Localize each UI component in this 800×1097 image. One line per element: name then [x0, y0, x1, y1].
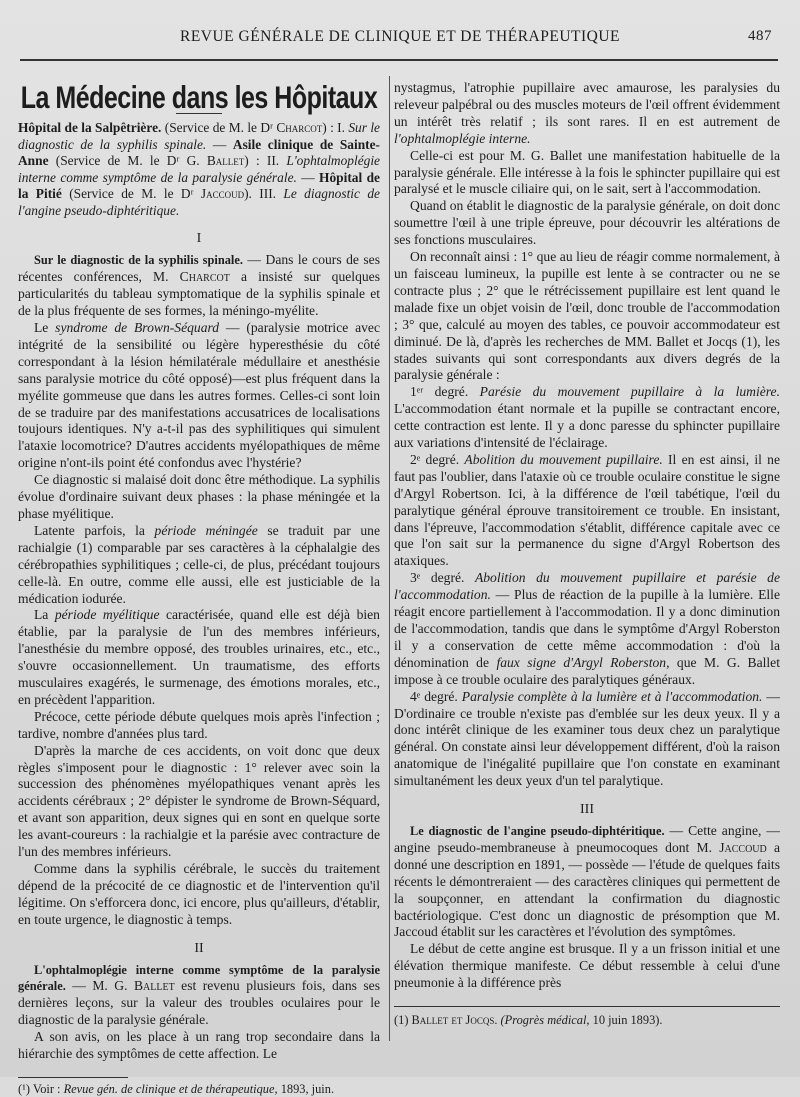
toc-hospital-3: Hôpital de la Pitié [18, 169, 380, 202]
section-numeral-2: II [194, 940, 204, 956]
paragraph [18, 523, 380, 608]
section-heading-1: Sur le diagnostic de la syphilis spinale. [34, 253, 243, 268]
paragraph [394, 689, 780, 790]
paragraph-text: caractérisée, quand elle est déjà bien établie, par la paralysie de l'un des membres inférieurs, l'anesthésie du membre opposé, des troubles urinaires, etc., etc., s'ouvre occasionnellement. Un traumatisme, des efforts musculaires exagérés, le surmenage, des émotions morales, etc., en précèdent l'apparition. [18, 607, 380, 707]
footnote-text: (¹) Voir : [18, 1081, 64, 1096]
emphasis: Paralysie complète à la lumière et à l'accommodation. [461, 688, 763, 704]
degree-label: 3ᵉ degré. [410, 570, 475, 586]
paragraph: Quand on établit le diagnostic de la paralysie générale, on doit donc soumettre l'œil à une triple épreuve, pour découvrir les altérations de ses fonctions musculaires. [394, 198, 780, 248]
paragraph: Celle-ci est pour M. G. Ballet une manifestation habituelle de la paralysie générale. Elle intéresse à la fois le sphincter pupillaire qui est paralysé et le muscle ciliaire qui, on le sait, sert à l'accommodation. [394, 147, 780, 197]
paragraph-text: Le [34, 320, 56, 335]
emphasis: Abolition du mouvement pupillaire. [464, 451, 663, 467]
emphasis: Abolition du mouvement pupillaire et parésie de l'accommodation. [394, 570, 780, 603]
section-numeral-1: I [196, 231, 202, 247]
toc-text-4: (Service de M. le Dʳ G. [48, 153, 207, 169]
paragraph-text: est revenu plusieurs fois, dans ses dernières leçons, sur la valeur des troubles oculaires pour le diagnostic de la paralysie générale. [18, 978, 380, 1028]
paragraph-text: a donné une description en 1891, — possède — l'étude de quelques faits récents le démontreraient — des caractères cliniques qui permettent de la soupçonner, en attendant la confirmation du diagnostic bactériologique. C'est donc un diagnostic de présomption que M. Jaccoud établit sur les caractères et l'évolution des symptômes. [394, 839, 780, 940]
paragraph: D'après la marche de ces accidents, on voit donc que deux règles s'imposent pour le diagnostic : 1° relever avec soin la succession des phénomènes myélopathiques venant après les accidents cérébraux ; 2° dépister le syndrome de Brown-Séquard, et avant son apparition, deux signes qui en sont en quelque sorte les avant-coureurs : la rachialgie et la parésie avec contracture de l'un des membres inférieurs. [18, 742, 380, 860]
author-name: Jaccoud [719, 839, 767, 855]
paragraph [18, 252, 380, 320]
author-name: Charcot [179, 269, 230, 285]
left-column [18, 80, 380, 1097]
paragraph: On reconnaît ainsi : 1° que au lieu de réagir comme normalement, à un faisceau lumineux, la pupille est lente à se contracter ou ne se contracte plus ; 2° que le rétrécissement pupillaire est lent quand le malade fixe un objet voisin de l'œil, donc trouble de l'accommodation ; 3° que, calculé au moyen des tables, ce pouvoir accommodateur est diminué. De là, d'après les recherches de MM. Ballet et Jocqs (1), les stades suivants qui sont correspondants aux divers degrés de la paralysie générale : [394, 249, 780, 383]
degree-label: 4ᵉ degré. [410, 688, 462, 704]
paragraph [394, 80, 780, 148]
footnote-source: (Progrès médical, [497, 1013, 590, 1028]
paragraph-text: Latente parfois, la [34, 522, 155, 538]
right-column [394, 80, 780, 1028]
section-numeral-3: III [580, 802, 594, 818]
toc-text-3: — [206, 136, 233, 152]
footnote-source: Revue gén. de clinique et de thérapeutique, [63, 1081, 278, 1096]
paragraph: Le début de cette angine est brusque. Il y a un frisson initial et une élévation thermique manifeste. Ce début ressemble à celui d'une pneumonie à la différence près [394, 941, 780, 991]
header-rule [20, 59, 778, 61]
paragraph-text: nystagmus, l'atrophie pupillaire avec amaurose, les paralysies du releveur palpébral ou des muscles moteurs de l'œil offrent évidemment un intérêt très relatif ; ils sont rares. Il en est autrement de [394, 80, 780, 129]
paragraph-text: La [34, 607, 55, 623]
paragraph [394, 384, 780, 452]
paragraph-text: — (paralysie motrice avec intégrité de la sensibilité ou légère hyperesthésie du côté correspondant à la lésion hémilatérale médullaire et anesthésie sans paralysie motrice du côté opposé)—est plus fréquent dans la myélite gommeuse que dans les autres formes. Celles-ci sont loin de se traduire par des manifestations accusatrices de localisations toujours identiques. N'y a-t-il pas des syphilitiques qui simulent l'ataxie locomotrice? D'autres accidents myélopathiques de même origine n'ont-ils point été confondus avec l'hystérie? [18, 320, 380, 471]
paragraph: Précoce, cette période débute quelques mois après l'infection ; tardive, nombre d'années plus tard. [18, 708, 380, 741]
footnote-authors: Ballet et Jocqs. [411, 1013, 498, 1028]
toc-topic-3: Le diagnostic de l'angine pseudo-diphtéritique. [18, 186, 380, 218]
toc-name-2: Ballet [206, 153, 245, 169]
toc-text-1: (Service de M. le Dʳ [161, 119, 277, 135]
toc-text-8: ). III. [244, 186, 284, 202]
emphasis: Parésie du mouvement pupillaire à la lumière. [479, 384, 780, 400]
paragraph [18, 320, 380, 472]
toc-topic-1: Sur le diagnostic de la syphilis spinale. [18, 119, 380, 152]
paragraph-text: — Dans le cours de ses récentes conférences, M. [18, 252, 381, 285]
paragraph: Ce diagnostic si malaisé doit donc être méthodique. La syphilis évolue d'ordinaire suivant deux phases : la phase méningée et la phase myélitique. [18, 472, 380, 521]
author-name: Ballet [133, 978, 175, 994]
paragraph-text: Il en est ainsi, il ne faut pas l'oublier, dans l'ataxie où ce trouble oculaire constitue le signe d'Argyl Robertson. Ici, à la différence de l'œil tabétique, l'œil du paralytique général éprouve transitoirement ce trouble. En insistant, dans l'épreuve, l'accommodation s'établit, différence capitale avec ce que l'on sait sur la permanence du signe d'Argyl Robertson des ataxiques. [394, 451, 780, 569]
toc-text-2: ) : I. [322, 119, 349, 135]
footnote-rule [18, 1077, 128, 1078]
paragraph [394, 570, 780, 688]
paragraph [394, 452, 780, 570]
section-heading-2: L'ophtalmoplégie interne comme symptôme de la paralysie générale. [18, 962, 380, 994]
paragraph-text: — Cette angine, — angine pseudo-membraneuse à pneumocoques dont M. [394, 822, 780, 855]
paragraph: A son avis, on les place à un rang trop secondaire dans la hiérarchie des symptômes de cette affection. Le [18, 1029, 380, 1062]
paragraph: Comme dans la syphilis cérébrale, le succès du traitement dépend de la précocité de ce diagnostic et de l'intervention qu'il légitime. On s'efforcera donc, ici encore, plus qu'ailleurs, d'établir, en toute urgence, le diagnostic à temps. [18, 861, 380, 927]
column-divider [389, 76, 390, 1041]
footnote-right-box [394, 1006, 780, 1028]
emphasis: syndrome de Brown-Séquard [55, 320, 220, 335]
footnote-text: 1893, juin. [277, 1081, 335, 1096]
footnote-right [394, 1013, 780, 1028]
emphasis: période méningée [154, 522, 258, 538]
page-number: 487 [748, 28, 772, 44]
masthead-title: La Médecine dans les Hôpitaux [20, 80, 378, 116]
toc-text-5: ) : II. [244, 153, 287, 169]
toc-name-1: Charcot [276, 119, 323, 135]
paragraph-text: se traduit par une rachialgie (1) comparable par ses caractères à la céphalalgie des cérébropathies syphilitiques ; celle-ci, de plus, précédant toujours celle-là. En outre, comme elle aussi, elle est justiciable de la médication iodurée. [18, 522, 380, 606]
toc-name-3: Jaccoud [200, 186, 245, 202]
toc-text-7: (Service de M. le Dʳ [61, 186, 201, 202]
toc-topic-2: L'ophtalmoplégie interne comme symptôme de la paralysie générale. [18, 153, 380, 185]
table-of-contents [18, 120, 380, 220]
paragraph-text: a insisté sur quelques particularités du tableau symptomatique de la syphilis spinale et de la plus fréquente de ses formes, la méningo-myélite. [18, 269, 380, 319]
footnote-text: 10 juin 1893). [589, 1013, 663, 1028]
emphasis: faux signe d'Argyl Roberston, [496, 654, 670, 670]
section-heading-3: Le diagnostic de l'angine pseudo-diphtéritique. [410, 823, 665, 838]
paragraph [18, 607, 380, 708]
emphasis: période myélitique [54, 607, 160, 623]
running-title: REVUE GÉNÉRALE DE CLINIQUE ET DE THÉRAPEUTIQUE [179, 28, 620, 45]
footnote-left [18, 1082, 380, 1097]
paragraph-text: — M. G. [65, 978, 134, 994]
toc-text-6: — [296, 169, 320, 185]
degree-label: 2ᵉ degré. [410, 451, 465, 467]
toc-hospital-2: Asile clinique de Sainte-Anne [18, 136, 381, 169]
toc-hospital-1: Hôpital de la Salpêtrière. [18, 119, 162, 135]
degree-label: 1ᵉʳ degré. [410, 384, 480, 400]
paragraph-text: que M. G. Ballet impose à ce trouble oculaire des paralytiques généraux. [394, 654, 780, 687]
footnote-text: (1) [394, 1013, 412, 1028]
paragraph-text: — Plus de réaction de la pupille à la lumière. Elle réagit encore partiellement à l'accommodation. Il y a donc diminution de l'accommodation, tandis que dans le symptôme d'Argyl Roberston il y a conservation de cette même accommodation : d'où la dénomination de [394, 587, 780, 670]
paragraph-text: L'accommodation étant normale et la pupille se contractant encore, cette contraction est lente. Il y a donc paresse du sphincter pupillaire aux variations d'intensité de l'éclairage. [394, 401, 780, 451]
paragraph-text: — D'ordinaire ce trouble n'existe pas d'emblée sur les deux yeux. Il y a donc intérêt clinique de les examiner tous deux chez un paralytique général. On constate ainsi leur développement différent, d'où la raison anatomique de l'inégalité pupillaire que l'on constate en examinant simultanément les deux yeux d'un tel paralytique. [394, 688, 780, 789]
paragraph [18, 962, 380, 1030]
emphasis: l'ophtalmoplégie interne. [394, 130, 531, 146]
paragraph [394, 823, 780, 941]
running-head [22, 28, 778, 52]
